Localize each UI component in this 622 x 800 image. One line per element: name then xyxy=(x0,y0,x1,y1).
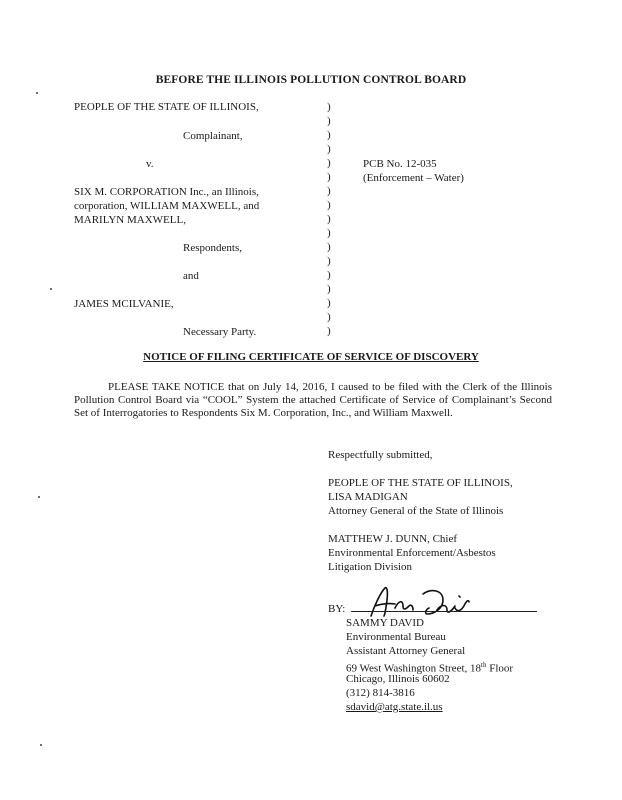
signature-line xyxy=(351,611,537,612)
signatory-party: PEOPLE OF THE STATE OF ILLINOIS, xyxy=(328,477,513,489)
paren: ) xyxy=(327,297,331,309)
paren: ) xyxy=(327,115,331,127)
paren: ) xyxy=(327,143,331,155)
paren: ) xyxy=(327,283,331,295)
street-ordinal: th xyxy=(481,661,487,669)
defendant-role: Respondents, xyxy=(183,242,242,254)
paren: ) xyxy=(327,101,331,113)
handwritten-signature xyxy=(365,586,475,620)
plaintiff-role: Complainant, xyxy=(183,130,243,142)
closing: Respectfully submitted, xyxy=(328,449,433,461)
scan-speck xyxy=(40,744,42,746)
notice-body xyxy=(74,381,552,420)
case-type: (Enforcement – Water) xyxy=(363,172,464,184)
paren: ) xyxy=(327,213,331,225)
defendant-line-1: SIX M. CORPORATION Inc., an Illinois, xyxy=(74,186,259,198)
paren: ) xyxy=(327,255,331,267)
chief-name: MATTHEW J. DUNN, Chief xyxy=(328,533,458,545)
attorney-name: SAMMY DAVID xyxy=(346,617,424,629)
paren: ) xyxy=(327,227,331,239)
attorney-general-name: LISA MADIGAN xyxy=(328,491,408,503)
versus: v. xyxy=(146,158,154,170)
plaintiff-name: PEOPLE OF THE STATE OF ILLINOIS, xyxy=(74,101,259,113)
scan-speck xyxy=(50,288,52,290)
street: 69 West Washington Street, 18 xyxy=(346,662,482,675)
scan-speck xyxy=(38,496,40,498)
necessary-party-role: Necessary Party. xyxy=(183,326,257,338)
chief-division-line-1: Environmental Enforcement/Asbestos xyxy=(328,547,496,559)
paren: ) xyxy=(327,199,331,211)
chief-division-line-2: Litigation Division xyxy=(328,561,413,573)
bureau: Environmental Bureau xyxy=(346,631,446,643)
attorney-title: Assistant Attorney General xyxy=(346,645,466,657)
city-state-zip: Chicago, Illinois 60602 xyxy=(346,673,450,685)
notice-heading: NOTICE OF FILING CERTIFICATE OF SERVICE OF DISCOVERY xyxy=(143,351,479,363)
paren: ) xyxy=(327,157,331,169)
case-number: PCB No. 12-035 xyxy=(363,158,437,170)
paren: ) xyxy=(327,241,331,253)
paren: ) xyxy=(327,311,331,323)
defendant-line-2: corporation, WILLIAM MAXWELL, and xyxy=(74,200,260,212)
necessary-party-name: JAMES MCILVANIE, xyxy=(74,298,174,310)
paren: ) xyxy=(327,129,331,141)
notice-body-text: PLEASE TAKE NOTICE that on July 14, 2016, I caused to be filed with the Clerk of the Illinois Pollution Control Board via “COOL” System the attached Certificate of Service of Complainant’s Second Set of Interrogatories to Respondents Six M. Corporation, Inc., and William Maxwell. xyxy=(74,381,552,419)
email-link[interactable]: sdavid@atg.state.il.us xyxy=(346,701,443,713)
paren: ) xyxy=(327,171,331,183)
paren: ) xyxy=(327,269,331,281)
by-label: BY: xyxy=(328,603,346,615)
paren: ) xyxy=(327,185,331,197)
street-suffix: Floor xyxy=(486,662,514,675)
conjunction: and xyxy=(183,270,199,282)
attorney-general-title: Attorney General of the State of Illinois xyxy=(328,505,504,517)
defendant-line-3: MARILYN MAXWELL, xyxy=(74,214,186,226)
phone: (312) 814-3816 xyxy=(346,687,415,699)
scan-speck xyxy=(36,92,38,94)
paren: ) xyxy=(327,325,331,337)
document-title: BEFORE THE ILLINOIS POLLUTION CONTROL BOARD xyxy=(155,74,467,86)
